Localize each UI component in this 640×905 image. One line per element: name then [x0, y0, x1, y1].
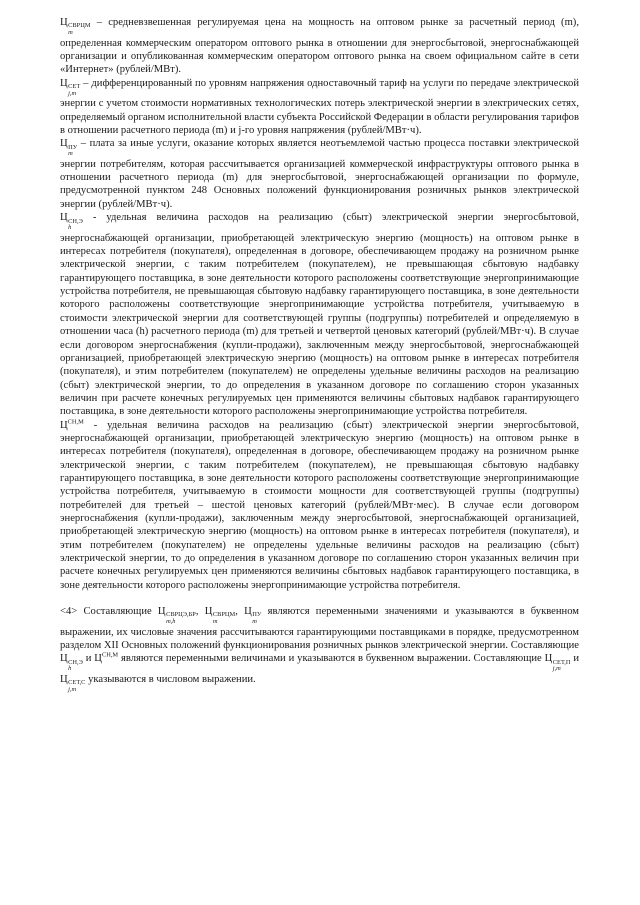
- symbol-sne-note: Ц СН,Э h: [60, 653, 83, 673]
- symbol-setc: Ц СЕТ,С j,m: [60, 673, 86, 693]
- symbol-snm-note: $Ц^{СН,М}$: [94, 651, 119, 665]
- def-set: [60, 77, 579, 138]
- footnote-4: <4> Составляющие Ц СВРЦЭ,БР m,h , Ц СВРЦМ m , Ц ПУ m являются переменными значениями и указываются в буквенном выражении, их числовые значения рассчитываются гарантирующими поставщиками в порядке, предусмотренном разделом XII Основных положений функционирования розничных рынков электрической энергии. Составляющие Ц СН,Э h и $Ц^{СН,М}$ являются переменными величинами и указываются в буквенном выражении. Составляющие Ц СЕТ,П j,m и Ц СЕТ,С j,m указываются в числовом выражении.: [60, 606, 580, 693]
- symbol-svrcebr: Ц СВРЦЭ,БР m,h: [157, 606, 196, 626]
- def-pu-text: – плата за иные услуги, оказание которых является неотъемлемой частью процесса поставки электрической энергии потребителям, которая рассчитывается организацией коммерческой инфраструктуры оптового рынка в отношении расчетного периода (m) для энергосбытовой, энергоснабжающей организации по формуле, предусмотренной пунктом 248 Основных положений функционирования розничных рынков электрической энергии (рублей/МВт·ч).: [60, 138, 579, 210]
- symbol-pu-note: Ц ПУ m: [244, 606, 262, 626]
- paragraph-gap: [60, 592, 579, 605]
- def-snm: [60, 419, 579, 592]
- def-set-text: – дифференцированный по уровням напряжения одноставочный тариф на услуги по передаче электрической энергии с учетом стоимости нормативных технологических потерь электрической энергии в электрических сетях, определяемый органом исполнительной власти субъекта Российской Федерации в области регулирования тарифов в отношении расчетного периода (m) и j-го уровня напряжения (рублей/МВт·ч).: [60, 77, 579, 136]
- def-svrcm-text: – средневзвешенная регулируемая цена на мощность на оптовом рынке за расчетный период (m), определенная коммерческим оператором оптового рынка в отношении для энергосбытовой, энергоснабжающей организации и опубликованная коммерческим оператором оптового рынка на своем официальном сайте в сети «Интернет» (рублей/МВт).: [60, 17, 579, 76]
- def-snm-text: - удельная величина расходов на реализацию (сбыт) электрической энергии энергосбытовой, энергоснабжающей организации, приобретающей электрическую энергию (мощность) на оптовом рынке в интересах потребителя (покупателя), определенная в договоре, обеспечивающем продажу на розничном рынке электрической энергии, с таким потребителем (покупателем), не превышающая сбытовую надбавку гарантирующего поставщика, в зоне деятельности которого расположены соответствующие энергопринимающие устройства потребителя, учитываемую в стоимости мощности для соответствующей группы (подгруппы) потребителей для третьей – шестой ценовых категорий (рублей/МВт·мес). В случае если договором энергоснабжения (купли-продажи), заключенным между энергосбытовой, энергоснабжающей организацией, приобретающей электрическую энергию (мощность) на оптовом рынке в интересах потребителя (покупателя), и этим потребителем (покупателем) не определены удельные величины расходов на реализацию (сбыт) электрической энергии, то до определения в указанном договоре по соглашению сторон указанных величин при расчете конечных регулируемых цен применяются величины сбытовых надбавок гарантирующего поставщика, в зоне деятельности которого расположены энергопринимающие устройства потребителя.: [60, 419, 579, 591]
- def-svrcm: [60, 16, 579, 77]
- symbol-setp: Ц СЕТ,П j,m: [544, 653, 571, 673]
- symbol-svrcm: Ц СВРЦМ m: [60, 17, 91, 36]
- symbol-pu: Ц ПУ m: [60, 138, 78, 158]
- def-sne: [60, 211, 579, 418]
- def-pu: [60, 137, 579, 211]
- def-sne-text: - удельная величина расходов на реализацию (сбыт) электрической энергии энергосбытовой, энергоснабжающей организации, приобретающей электрическую энергию (мощность) на оптовом рынке в интересах потребителя (покупателя), определенная в договоре, обеспечивающем продажу на розничном рынке электрической энергии, с таким потребителем (покупателем), не превышающая сбытовую надбавку гарантирующего поставщика, в зоне деятельности которого расположены соответствующие энергопринимающие устройства потребителя, не превышающая сбытовую надбавку гарантирующего поставщика, в зоне деятельности которого расположены соответствующие энергопринимающие устройства потребителя, учитываемую в стоимости электрической энергии для соответствующей группы (подгруппы) потребителей и определяемую в отношении часа (h) расчетного периода (m) для третьей и четвертой ценовых категорий (рублей/МВт·ч). В случае если договором энергоснабжения (купли-продажи), заключенным между энергосбытовой, энергоснабжающей организацией, приобретающей электрическую энергию (мощность) на оптовом рынке в интересах потребителя (покупателя), и этим потребителем (покупателем) не определены удельные величины расходов на реализацию (сбыт) электрической энергии, то до определения в указанном договоре по соглашению сторон указанных величин при расчете конечных регулируемых цен применяются величины сбытовых надбавок гарантирующего поставщика, в зоне деятельности которого расположены энергопринимающие устройства потребителя.: [60, 212, 579, 418]
- symbol-svrcm-note: Ц СВРЦМ m: [204, 606, 236, 626]
- symbol-snm: $Ц^{СН,М}$: [60, 418, 84, 431]
- symbol-sne: Ц СН,Э h: [60, 212, 83, 232]
- symbol-set: Ц СЕТ j,m: [60, 77, 81, 97]
